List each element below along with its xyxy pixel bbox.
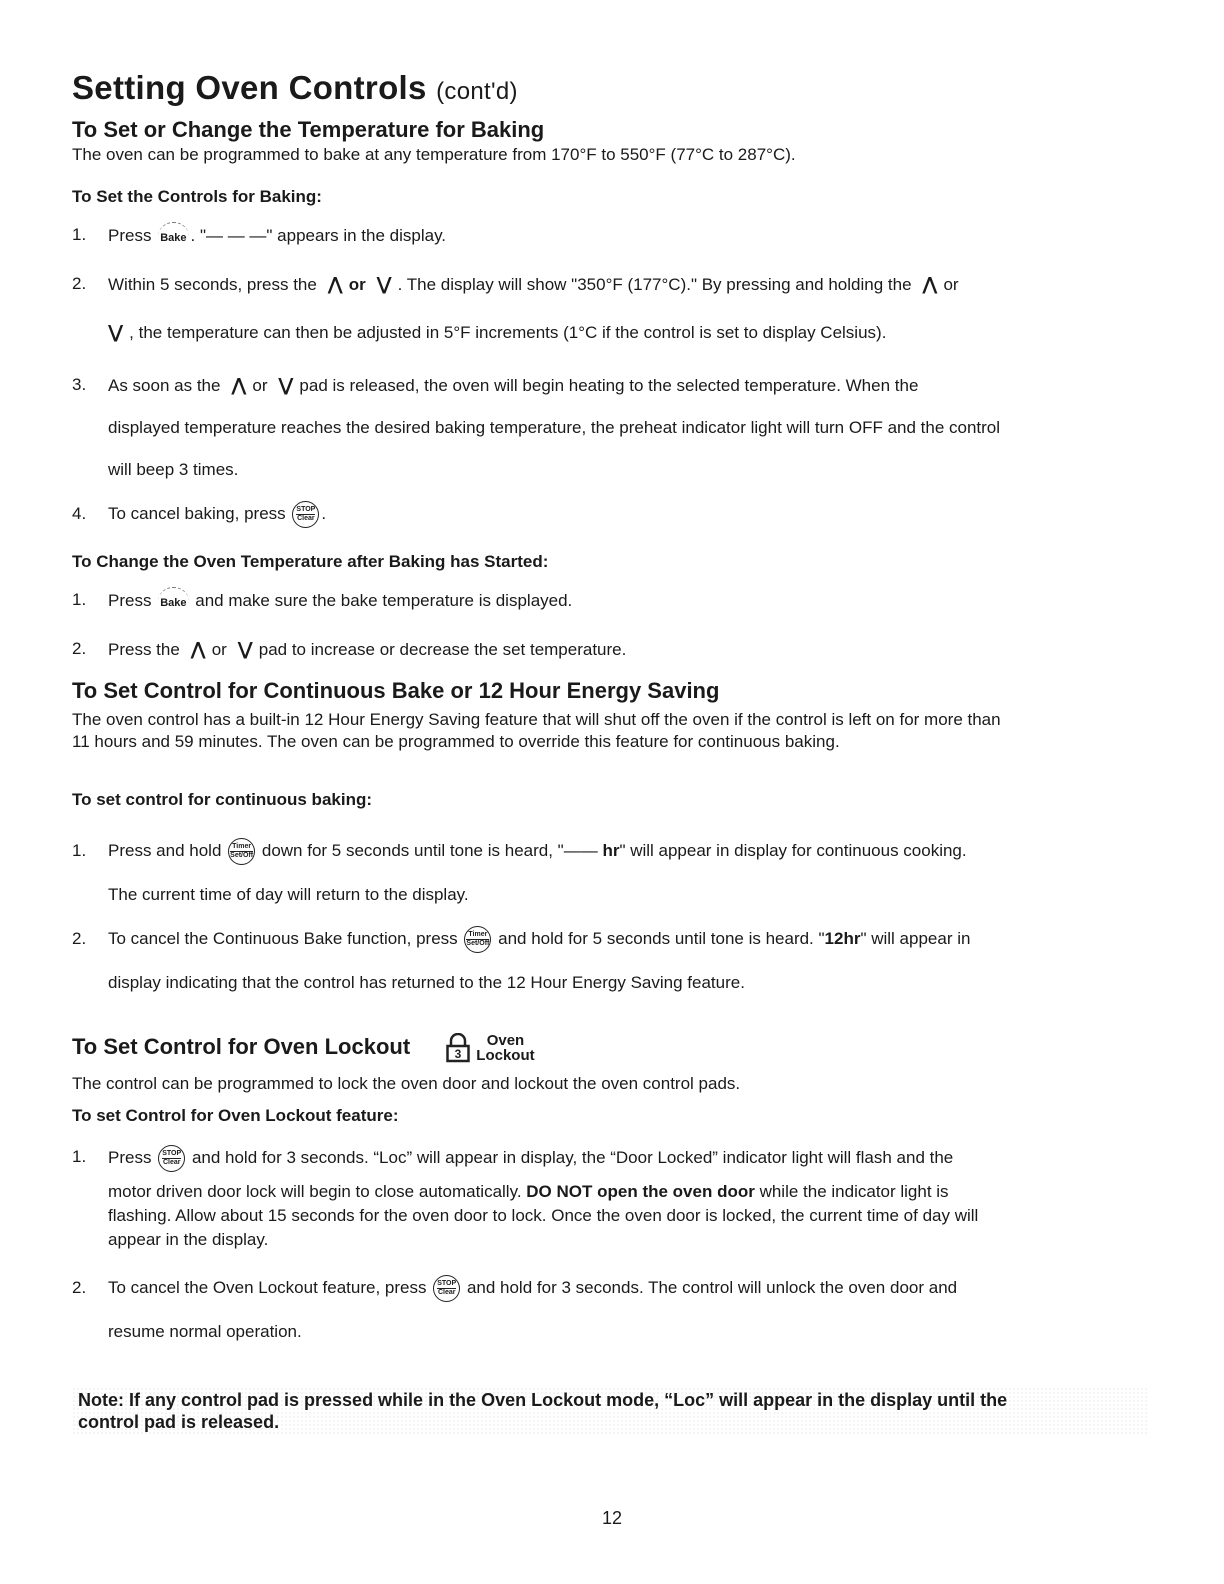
key-label: Clear (297, 515, 315, 523)
step-number: 3. (72, 375, 87, 394)
step-text: or (252, 376, 268, 395)
step-text: and hold for 5 seconds until tone is heard. " (498, 929, 825, 948)
step-number: 1. (72, 841, 87, 860)
step-number: 2. (72, 274, 87, 293)
key-label: STOP (162, 1150, 182, 1158)
bake-key-icon: Bake (158, 587, 188, 616)
up-arrow-icon: ⋀ (190, 639, 206, 659)
lockout-step-2 (72, 1266, 1152, 1354)
step-text-bold: hr (602, 841, 620, 860)
step-line (108, 829, 1152, 873)
subheading-lockout-feature: To set Control for Oven Lockout feature: (72, 1106, 399, 1126)
subheading-change-temperature: To Change the Oven Temperature after Baking has Started: (72, 552, 549, 571)
step-line (108, 1266, 1152, 1310)
step-text: or (211, 640, 227, 659)
step-line (108, 364, 1152, 407)
down-arrow-icon: ⋁ (108, 322, 124, 342)
step-line: resume normal operation. (108, 1322, 302, 1342)
key-label: Timer (230, 843, 253, 852)
step-line (108, 917, 1152, 961)
step-text: or (348, 275, 366, 294)
step-line: displayed temperature reaches the desired baking temperature, the preheat indicator light will turn OFF and the control (108, 418, 1001, 437)
step-text: " will appear in (860, 929, 971, 948)
section-heading-temperature: To Set or Change the Temperature for Baking (72, 117, 545, 142)
oven-lockout-label (476, 1033, 534, 1063)
step-number: 4. (72, 504, 87, 523)
lockout-label-line: Lockout (476, 1047, 535, 1065)
step-text-bold: 12hr (824, 929, 861, 948)
step-text: Press (108, 1148, 152, 1168)
step-line: display indicating that the control has returned to the 12 Hour Energy Saving feature. (108, 973, 745, 992)
continuous-intro-line-2: 11 hours and 59 minutes. The oven can be programmed to override this feature for continuous baking. (72, 732, 840, 751)
oven-lockout-icon (446, 1033, 534, 1063)
step-text: . The display will show "350°F (177°C)." By pressing and holding the (397, 275, 912, 294)
baking-step-3 (72, 364, 1152, 491)
step-line: The current time of day will return to the display. (108, 885, 469, 904)
step-number: 2. (72, 639, 87, 658)
step-number: 2. (72, 929, 87, 948)
subheading-set-baking: To Set the Controls for Baking: (72, 187, 322, 206)
page-title (72, 66, 1152, 114)
continuous-step-1 (72, 829, 1152, 917)
section-heading-oven-lockout (72, 1033, 1152, 1063)
step-text: and hold for 3 seconds. “Loc” will appear in display, the “Door Locked” indicator light will flash and the (191, 1148, 954, 1168)
down-arrow-icon: ⋁ (376, 274, 392, 294)
step-text: while the indicator light is (759, 1182, 949, 1202)
up-arrow-icon: ⋀ (231, 375, 247, 395)
step-text: Within 5 seconds, press the (108, 275, 317, 294)
step-line: appear in the display. (108, 1230, 269, 1250)
section-heading-continuous-bake: To Set Control for Continuous Bake or 12 Hour Energy Saving (72, 678, 720, 703)
step-text: , the temperature can then be adjusted in 5°F increments (1°C if the control is set to display Celsius). (129, 323, 887, 342)
baking-step-4 (72, 499, 1152, 529)
note-line: Note: If any control pad is pressed while in the Oven Lockout mode, “Loc” will appear in the display until the (78, 1390, 1008, 1410)
continuous-step-2 (72, 917, 1152, 1005)
step-text: and make sure the bake temperature is displayed. (195, 590, 573, 610)
baking-step-1 (72, 222, 1152, 251)
step-text: Press (108, 225, 152, 245)
section-heading-text: To Set Control for Oven Lockout (72, 1034, 411, 1059)
baking-step-2 (72, 271, 1152, 346)
key-label: Timer (466, 931, 489, 940)
step-line (108, 1145, 1152, 1172)
step-line (108, 319, 1152, 346)
page-title-main: Setting Oven Controls (72, 69, 427, 106)
key-label: STOP (296, 506, 316, 514)
lock-digit: 3 (454, 1047, 462, 1062)
key-label: STOP (437, 1280, 457, 1288)
step-line (108, 271, 1152, 319)
step-text: To cancel the Continuous Bake function, press (108, 929, 458, 948)
stop-clear-key-icon (292, 501, 319, 528)
down-arrow-icon: ⋁ (237, 639, 253, 659)
step-text: . (321, 504, 327, 523)
subheading-continuous-baking: To set control for continuous baking: (72, 790, 373, 809)
stop-clear-key-icon (433, 1275, 460, 1302)
change-step-2 (72, 636, 1152, 663)
step-text: As soon as the (108, 376, 221, 395)
step-text: . "— — —" appears in the display. (190, 225, 447, 245)
note-line: control pad is released. (78, 1412, 280, 1432)
step-text: or (943, 275, 959, 294)
step-text: " will appear in display for continuous cooking. (619, 841, 967, 860)
step-text: To cancel baking, press (108, 504, 286, 523)
key-label: Clear (162, 1159, 181, 1167)
step-line (108, 1180, 1152, 1204)
step-text-bold: DO NOT open the oven door (526, 1182, 755, 1202)
page-number: 12 (601, 1508, 623, 1528)
key-label: Clear (437, 1289, 456, 1297)
lockout-note (72, 1387, 1148, 1435)
continuous-intro-line-1: The oven control has a built-in 12 Hour Energy Saving feature that will shut off the oven if the control is left on for more than (72, 710, 1001, 729)
lockout-intro: The control can be programmed to lock the oven door and lockout the oven control pads. (72, 1074, 741, 1094)
step-text: pad to increase or decrease the set temperature. (258, 640, 627, 659)
step-number: 1. (72, 590, 87, 609)
up-arrow-icon: ⋀ (327, 274, 343, 294)
padlock-icon (446, 1033, 470, 1063)
step-text: To cancel the Oven Lockout feature, press (108, 1278, 427, 1298)
step-text: motor driven door lock will begin to close automatically. (108, 1182, 522, 1202)
step-number: 1. (72, 1147, 87, 1167)
stop-clear-key-icon (158, 1145, 185, 1172)
step-text: and hold for 3 seconds. The control will unlock the oven door and (466, 1278, 958, 1298)
step-number: 1. (72, 225, 87, 244)
step-text: Press the (108, 640, 180, 659)
up-arrow-icon: ⋀ (922, 274, 938, 294)
temperature-intro: The oven can be programmed to bake at any temperature from 170°F to 550°F (77°C to 287°C). (72, 145, 796, 164)
step-text: Press (108, 590, 152, 610)
bake-key-icon: Bake (158, 222, 188, 251)
change-step-1 (72, 587, 1152, 616)
step-number: 2. (72, 1278, 87, 1298)
step-line: flashing. Allow about 15 seconds for the oven door to lock. Once the oven door is locked, the current time of day will (108, 1206, 979, 1226)
step-text: Press and hold (108, 841, 222, 860)
key-label: Set/Off (230, 852, 254, 860)
page-content (72, 66, 1152, 1354)
page-title-suffix: (cont'd) (436, 78, 518, 105)
timer-key-icon (228, 838, 255, 865)
step-line: will beep 3 times. (108, 460, 239, 479)
key-label: Set/Off (466, 940, 490, 948)
timer-key-icon (464, 926, 491, 953)
lockout-step-1 (72, 1145, 1152, 1252)
step-text: down for 5 seconds until tone is heard, "—— (261, 841, 598, 860)
lockout-label-line: Oven (486, 1032, 525, 1050)
step-text: pad is released, the oven will begin heating to the selected temperature. When the (299, 376, 919, 395)
down-arrow-icon: ⋁ (278, 375, 294, 395)
